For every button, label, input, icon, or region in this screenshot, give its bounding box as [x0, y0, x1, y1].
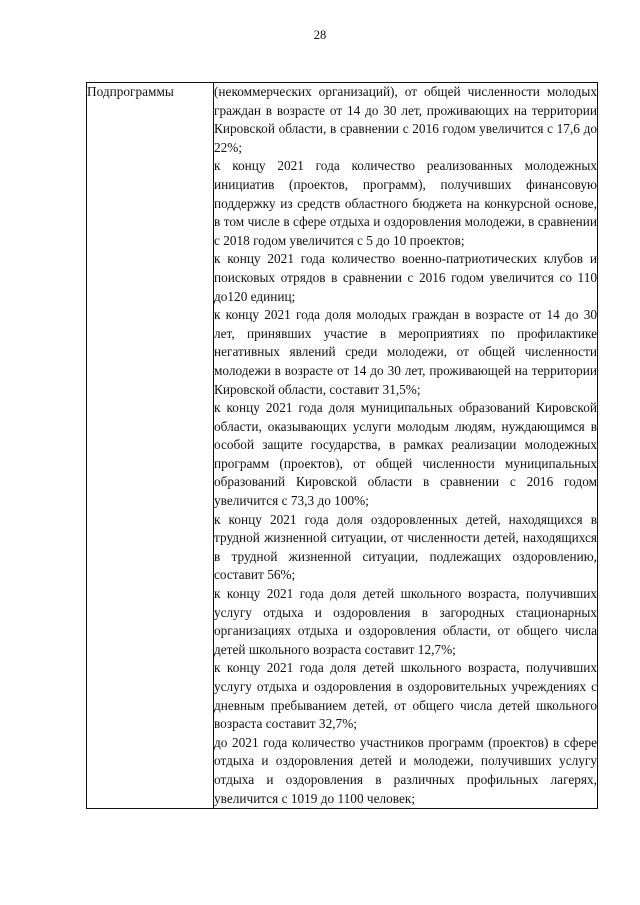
paragraph: к концу 2021 года доля оздоровленных детей, находящихся в трудной жизненной ситуации, от численности детей, находящихся в трудной жизненной ситуации, подлежащих оздоровлению, составит 56%;: [214, 511, 597, 583]
paragraph: до 2021 года количество участников программ (проектов) в сфере отдыха и оздоровления детей и молодежи, получивших услугу отдыха и оздоровления в различных профильных лагерях, увеличится с 1019 до 1100 человек;: [214, 734, 597, 806]
row-content: [214, 83, 598, 809]
paragraph: к концу 2021 года доля молодых граждан в возрасте от 14 до 30 лет, принявших участие в мероприятиях по профилактике негативных явлений среди молодежи, от общей численности молодежи в возрасте от 14 до 30 лет, проживающей на территории Кировской области, составит 31,5%;: [214, 307, 597, 397]
paragraph: к концу 2021 года доля детей школьного возраста, получивших услугу отдыха и оздоровления в оздоровительных учреждениях с дневным пребыванием детей, от общего числа детей школьного возраста составит 32,7%;: [214, 660, 597, 732]
paragraph: к концу 2021 года доля детей школьного возраста, получивших услугу отдыха и оздоровления в загородных стационарных организациях отдыха и оздоровления области, от общего числа детей школьного возраста составит 12,7%;: [214, 586, 597, 657]
subprograms-table: [86, 82, 598, 809]
page-number: 28: [313, 28, 327, 42]
paragraph: (некоммерческих организаций), от общей численности молодых граждан в возрасте от 14 до 30 лет, проживающих на территории Кировской области, в сравнении с 2016 годом увеличится с 17,6 до 22%;: [214, 84, 597, 155]
paragraph: к концу 2021 года количество военно-патриотических клубов и поисковых отрядов в сравнении с 2016 годом увеличится со 110 до120 единиц;: [214, 251, 597, 304]
paragraph: к концу 2021 года количество реализованных молодежных инициатив (проектов, программ), получивших финансовую поддержку из средств областного бюджета на конкурсной основе, в том числе в сфере отдыха и оздоровления молодежи, в сравнении с 2018 годом увеличится с 5 до 10 проектов;: [214, 158, 597, 248]
table-row: [87, 83, 598, 809]
paragraph: к концу 2021 года доля муниципальных образований Кировской области, оказывающих услуги молодым людям, нуждающимся в особой защите государства, в рамках реализации молодежных программ (проектов), от общей численности муниципальных образований Кировской области в сравнении с 2016 годом увеличится с 73,3 до 100%;: [214, 400, 597, 509]
row-label: Подпрограммы: [87, 83, 214, 809]
